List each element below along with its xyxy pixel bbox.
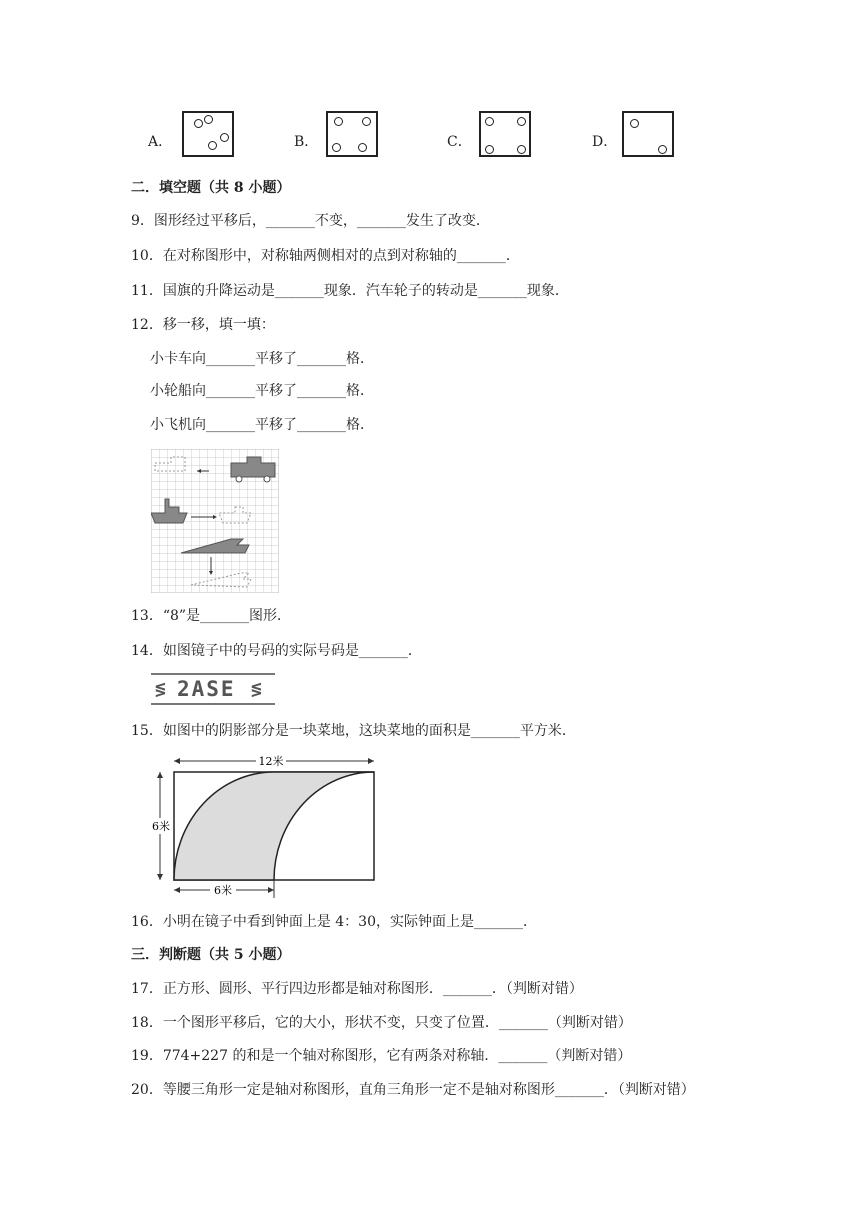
- option-c-label: C．: [447, 134, 472, 150]
- question-12-plane: 小飞机向_______平移了_______格．: [150, 417, 374, 433]
- mirror-number-image: ≶ 2ASE ≶: [151, 673, 275, 705]
- option-a-label: A．: [148, 134, 173, 150]
- section-3-title: 三．判断题（共 5 小题）: [131, 947, 291, 963]
- option-d-label: D．: [592, 134, 618, 150]
- question-15: 15．如图中的阴影部分是一块菜地，这块菜地的面积是_______平方米．: [131, 723, 576, 739]
- question-13: 13．“8”是_______图形．: [131, 608, 292, 624]
- option-a-figure: [182, 111, 234, 157]
- mirror-number-text: 2ASE: [177, 677, 236, 701]
- question-12-boat: 小轮船向_______平移了_______格．: [150, 383, 374, 399]
- vegetable-field-figure: [150, 752, 382, 900]
- question-12: 12．移一移，填一填：: [131, 317, 275, 333]
- question-11: 11．国旗的升降运动是_______现象．汽车轮子的转动是_______现象．: [131, 283, 569, 299]
- question-17: 17．正方形、圆形、平行四边形都是轴对称图形．_______．（判断对错）: [131, 981, 583, 997]
- question-18: 18．一个图形平移后，它的大小，形状不变，只变了位置．_______（判断对错）: [131, 1015, 632, 1031]
- option-b-label: B．: [294, 134, 319, 150]
- left-dimension-label: 6米: [152, 820, 170, 833]
- top-dimension-label: 12米: [258, 755, 284, 768]
- question-20: 20．等腰三角形一定是轴对称图形，直角三角形一定不是轴对称图形_______．（判断对错）: [131, 1082, 695, 1098]
- question-19: 19．774+227 的和是一个轴对称图形，它有两条对称轴．_______（判断对错）: [131, 1048, 632, 1064]
- bottom-dimension-label: 6米: [214, 884, 232, 897]
- section-2-title: 二．填空题（共 8 小题）: [131, 180, 291, 196]
- question-14: 14．如图镜子中的号码的实际号码是_______．: [131, 643, 422, 659]
- question-12-truck: 小卡车向_______平移了_______格．: [150, 351, 374, 367]
- question-10: 10．在对称图形中，对称轴两侧相对的点到对称轴的_______．: [131, 248, 520, 264]
- option-b-figure: [326, 111, 378, 157]
- question-16: 16．小明在镜子中看到钟面上是 4：30，实际钟面上是_______．: [131, 914, 537, 930]
- option-d-figure: [622, 111, 674, 157]
- option-c-figure: [479, 111, 531, 157]
- question-9: 9．图形经过平移后，_______不变，_______发生了改变．: [131, 213, 490, 229]
- translation-grid-figure: [151, 449, 279, 593]
